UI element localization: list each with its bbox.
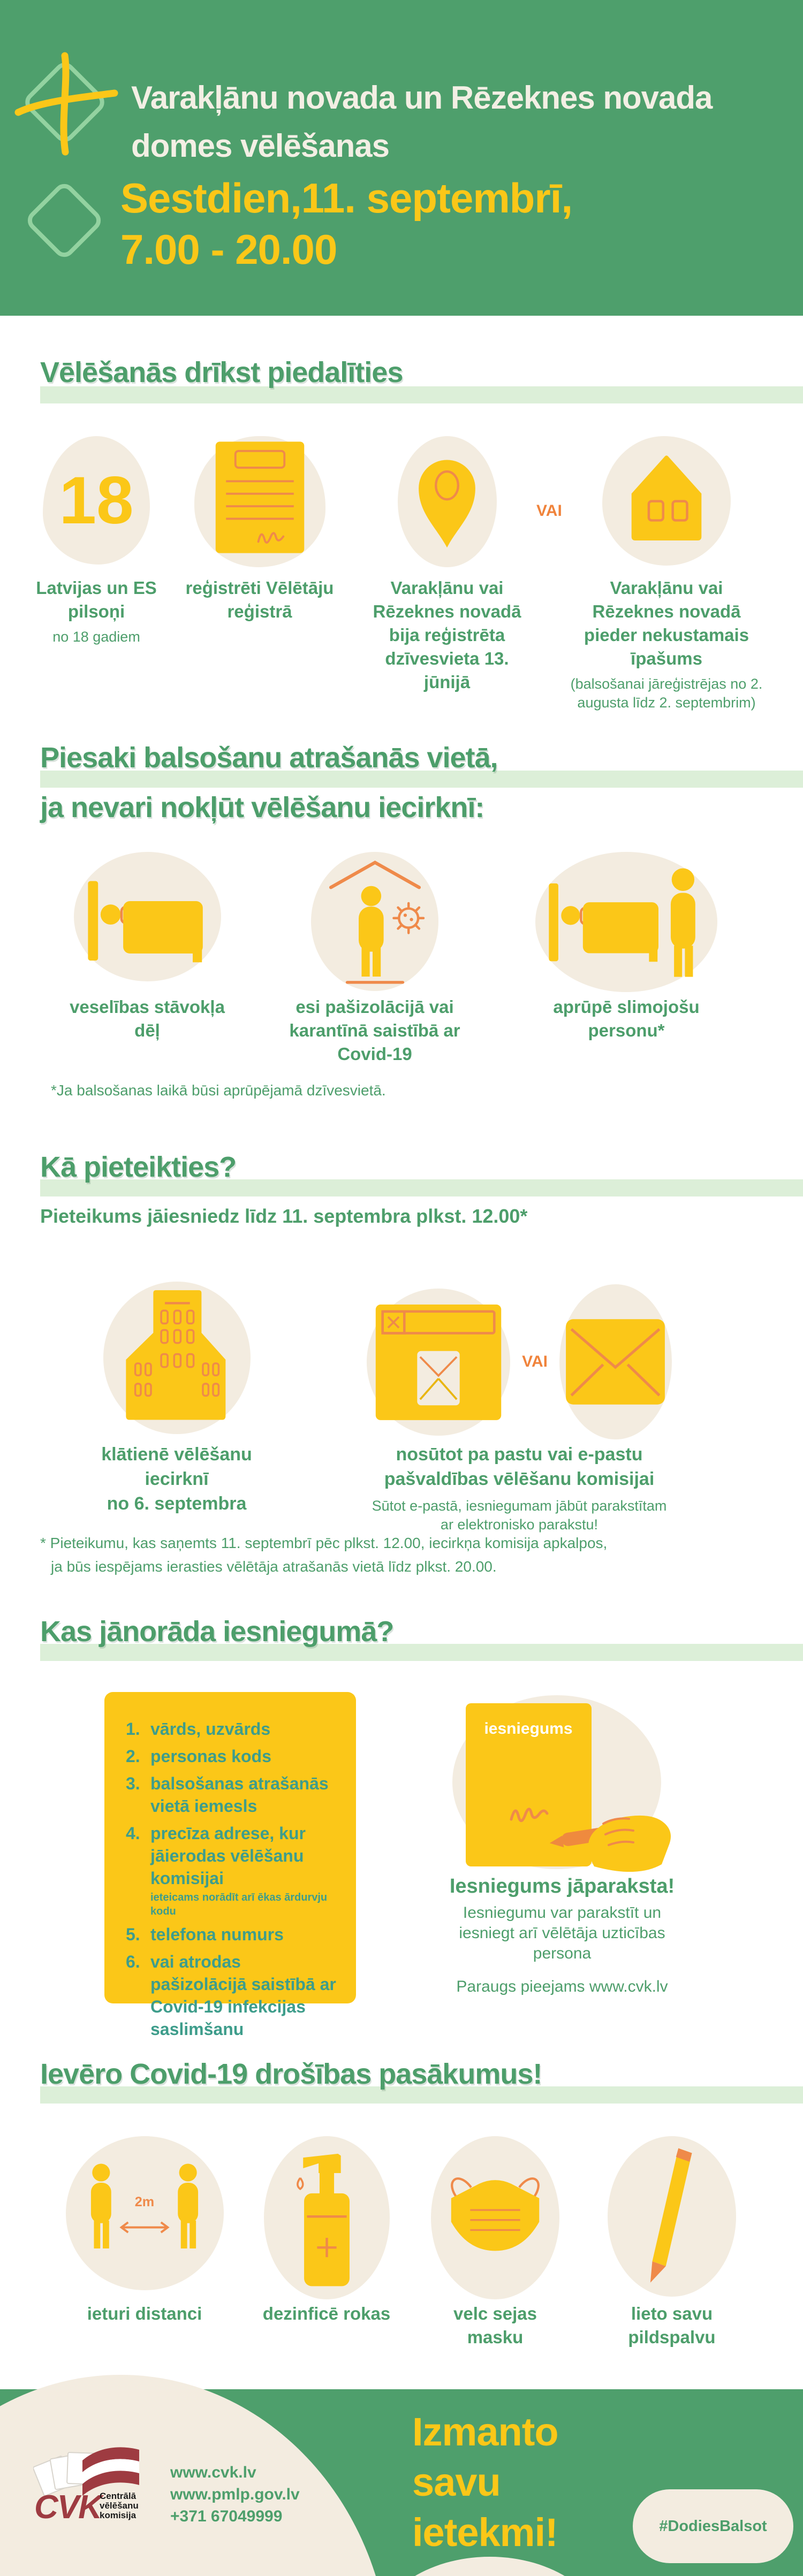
or-label-1: VAI	[536, 502, 562, 520]
checklist-item-5: telefona numurs	[150, 1925, 284, 1944]
hero-header	[0, 0, 803, 316]
footnote-deadline-1: * Pieteikumu, kas saņemts 11. septembrī pēc plkst. 12.00, iecirkņa komisija apkalpos,	[40, 1535, 608, 1551]
eligibility-item-age	[32, 436, 161, 646]
slogan-line1: Izmanto	[412, 2410, 558, 2454]
health-blob	[74, 852, 221, 981]
covid-item-distance	[59, 2136, 230, 2326]
eligibility-caption-register: reģistrēti Vēlētāju reģistrā	[185, 578, 334, 621]
eligibility-caption-property: Varakļānu vai Rēzeknes novadā pieder nekustamais īpašums	[584, 578, 749, 668]
sign-text: Iesniegumu var parakstīt un iesniegt arī vēlētāja uzticības persona	[459, 1904, 665, 1962]
page-title	[131, 74, 712, 170]
pencil-icon	[633, 2141, 711, 2291]
eligibility-caption-residence: Varakļānu vai Rēzeknes novadā bija reģistrēta dzīvesvieta 13. jūnijā	[373, 578, 521, 692]
application-checklist-box	[104, 1692, 356, 2039]
mask-blob	[431, 2136, 559, 2299]
footnote-care: *Ja balsošanas laikā būsi aprūpējamā dzīvesvietā.	[51, 1082, 386, 1099]
footnote-deadline-2: ja būs iespējams ierasties vēlētāja atrašanās vietā līdz plkst. 20.00.	[51, 1558, 497, 1575]
eligibility-sub-property: (balsošanai jāreģistrējas no 2. augusta līdz 2. septembrim)	[570, 676, 763, 711]
sign-sample: Paraugs pieejams www.cvk.lv	[456, 1978, 668, 1995]
eligibility-item-register	[177, 436, 343, 623]
sign-title: Iesniegums jāparaksta!	[449, 1875, 675, 1897]
checklist-item-4-text: precīza adrese, kur jāierodas vēlēšanu komisijai	[150, 1824, 306, 1888]
section-heading-form: Kas jānorāda iesniegumā?	[40, 1615, 394, 1648]
polling-station-building-icon	[117, 1281, 237, 1428]
keep-distance-icon	[75, 2156, 214, 2271]
browser-email-icon	[372, 1298, 505, 1426]
footer-contacts	[170, 2461, 300, 2527]
hashtag-badge: #DodiesBalsot	[633, 2489, 793, 2563]
checklist-item-2: personas kods	[150, 1747, 271, 1766]
pen-blob	[608, 2136, 736, 2297]
section-heading-covid: Ievēro Covid-19 drošības pasākumus!	[40, 2058, 542, 2090]
checklist-item-1: vārds, uzvārds	[150, 1719, 271, 1739]
property-blob	[602, 436, 731, 566]
request-item-health	[59, 852, 236, 1042]
how-caption-inperson-1: klātienē vēlēšanu iecirknī	[101, 1444, 252, 1489]
checklist-item-4	[126, 1822, 340, 1918]
sanitizer-bottle-icon	[285, 2143, 368, 2293]
polling-station-blob	[103, 1282, 251, 1434]
how-note-2: ar elektronisko parakstu!	[440, 1516, 599, 1533]
caring-for-sick-person-icon	[546, 855, 707, 983]
eligibility-caption-age: Latvijas un ES pilsoņi	[36, 578, 157, 621]
ballot-cross-logo-icon	[10, 47, 122, 277]
slogan-line2: savu	[412, 2460, 501, 2504]
isolation-blob	[311, 852, 438, 991]
cvk-name-2: vēlēšanu	[100, 2501, 139, 2511]
footer-phone: +371 67049999	[170, 2508, 283, 2525]
how-item-mail	[367, 1282, 672, 1534]
eligibility-item-property	[559, 436, 774, 712]
checklist-item-3: balsošanas atrašanās vietā iemesls	[150, 1774, 329, 1816]
care-blob	[535, 852, 717, 992]
covid-caption-mask: velc sejas masku	[453, 2304, 537, 2347]
signing-application-icon	[458, 1701, 688, 1872]
slogan-line3: ietekmi!	[412, 2510, 558, 2555]
covid-item-pen	[592, 2136, 752, 2349]
eligibility-sub-age: no 18 gadiem	[52, 629, 140, 645]
disinfect-blob	[264, 2136, 390, 2299]
how-caption-mail-2: pašvaldības vēlēšanu komisijai	[384, 1469, 655, 1489]
how-note-1: Sūtot e-pastā, iesniegumam jābūt parakstītam	[372, 1498, 667, 1514]
or-label-2: VAI	[522, 1353, 548, 1370]
request-item-care	[525, 852, 728, 1042]
face-mask-icon	[434, 2166, 557, 2270]
envelope-icon	[563, 1316, 668, 1407]
cvk-logo	[33, 2438, 194, 2526]
cvk-abbr: CVK	[34, 2489, 101, 2526]
checklist-item-4-note: ieteicams norādīt arī ēkas ārdurvju kodu	[150, 1892, 328, 1917]
age-18-number: 18	[59, 463, 134, 538]
distance-blob	[66, 2136, 224, 2290]
eligibility-item-residence	[353, 436, 541, 694]
cvk-name-3: komisija	[100, 2510, 137, 2520]
distance-2m-label: 2m	[134, 2194, 155, 2209]
application-doc-label: iesniegums	[484, 1720, 573, 1737]
title-line2: domes vēlēšanas	[131, 128, 389, 164]
person-quarantine-icon	[317, 857, 433, 986]
footer-website-pmlp: www.pmlp.gov.lv	[170, 2486, 300, 2503]
application-checklist	[126, 1718, 340, 2040]
title-line1: Varakļānu novada un Rēzeknes novada	[131, 80, 713, 116]
date-line2: 7.00 - 20.00	[120, 226, 337, 273]
covid-caption-distance: ieturi distanci	[87, 2304, 202, 2323]
house-icon	[621, 448, 712, 547]
footer-website-cvk: www.cvk.lv	[170, 2464, 256, 2481]
checklist-item-6: vai atrodas pašizolācijā saistībā ar Covid-19 infekcijas saslimšanu	[150, 1952, 336, 2039]
covid-caption-disinfect: dezinficē rokas	[262, 2304, 391, 2323]
section-heading-eligibility: Vēlēšanās drīkst piedalīties	[40, 356, 403, 388]
voter-register-document-icon	[210, 437, 309, 558]
age-18-blob	[43, 436, 150, 565]
register-blob	[194, 436, 325, 567]
covid-item-mask	[415, 2136, 575, 2349]
covid-caption-pen: lieto savu pildspalvu	[628, 2304, 716, 2347]
section-heading-how: Kā pieteikties?	[40, 1151, 237, 1183]
how-item-inperson	[70, 1282, 284, 1516]
location-pin-icon	[412, 452, 482, 551]
request-caption-isolation: esi pašizolācijā vai karantīnā saistībā ar Covid-19	[289, 997, 460, 1064]
covid-item-disinfect	[246, 2136, 407, 2326]
how-caption-inperson-2: no 6. septembra	[107, 1493, 247, 1514]
how-caption-mail-1: nosūtot pa pastu vai e-pastu	[396, 1444, 643, 1465]
residence-blob	[398, 436, 497, 567]
application-deadline: Pieteikums jāiesniedz līdz 11. septembra plkst. 12.00*	[40, 1205, 528, 1227]
section-heading-request-2: ja nevari nokļūt vēlēšanu iecirknī:	[40, 791, 484, 824]
footer-slogan	[412, 2407, 558, 2558]
date-line1: Sestdien,11. septembrī,	[120, 174, 573, 222]
person-in-bed-icon	[85, 868, 210, 965]
section-heading-request-1: Piesaki balsošanu atrašanās vietā,	[40, 742, 498, 774]
request-caption-care: aprūpē slimojošu personu*	[553, 997, 700, 1040]
request-item-isolation	[276, 852, 474, 1066]
epost-blob	[367, 1289, 510, 1436]
signature-text-block	[434, 1874, 691, 1996]
cvk-name-1: Centrālā	[100, 2491, 137, 2501]
envelope-blob	[559, 1284, 672, 1439]
request-caption-health: veselības stāvokļa dēļ	[70, 997, 225, 1040]
election-date	[120, 172, 572, 275]
